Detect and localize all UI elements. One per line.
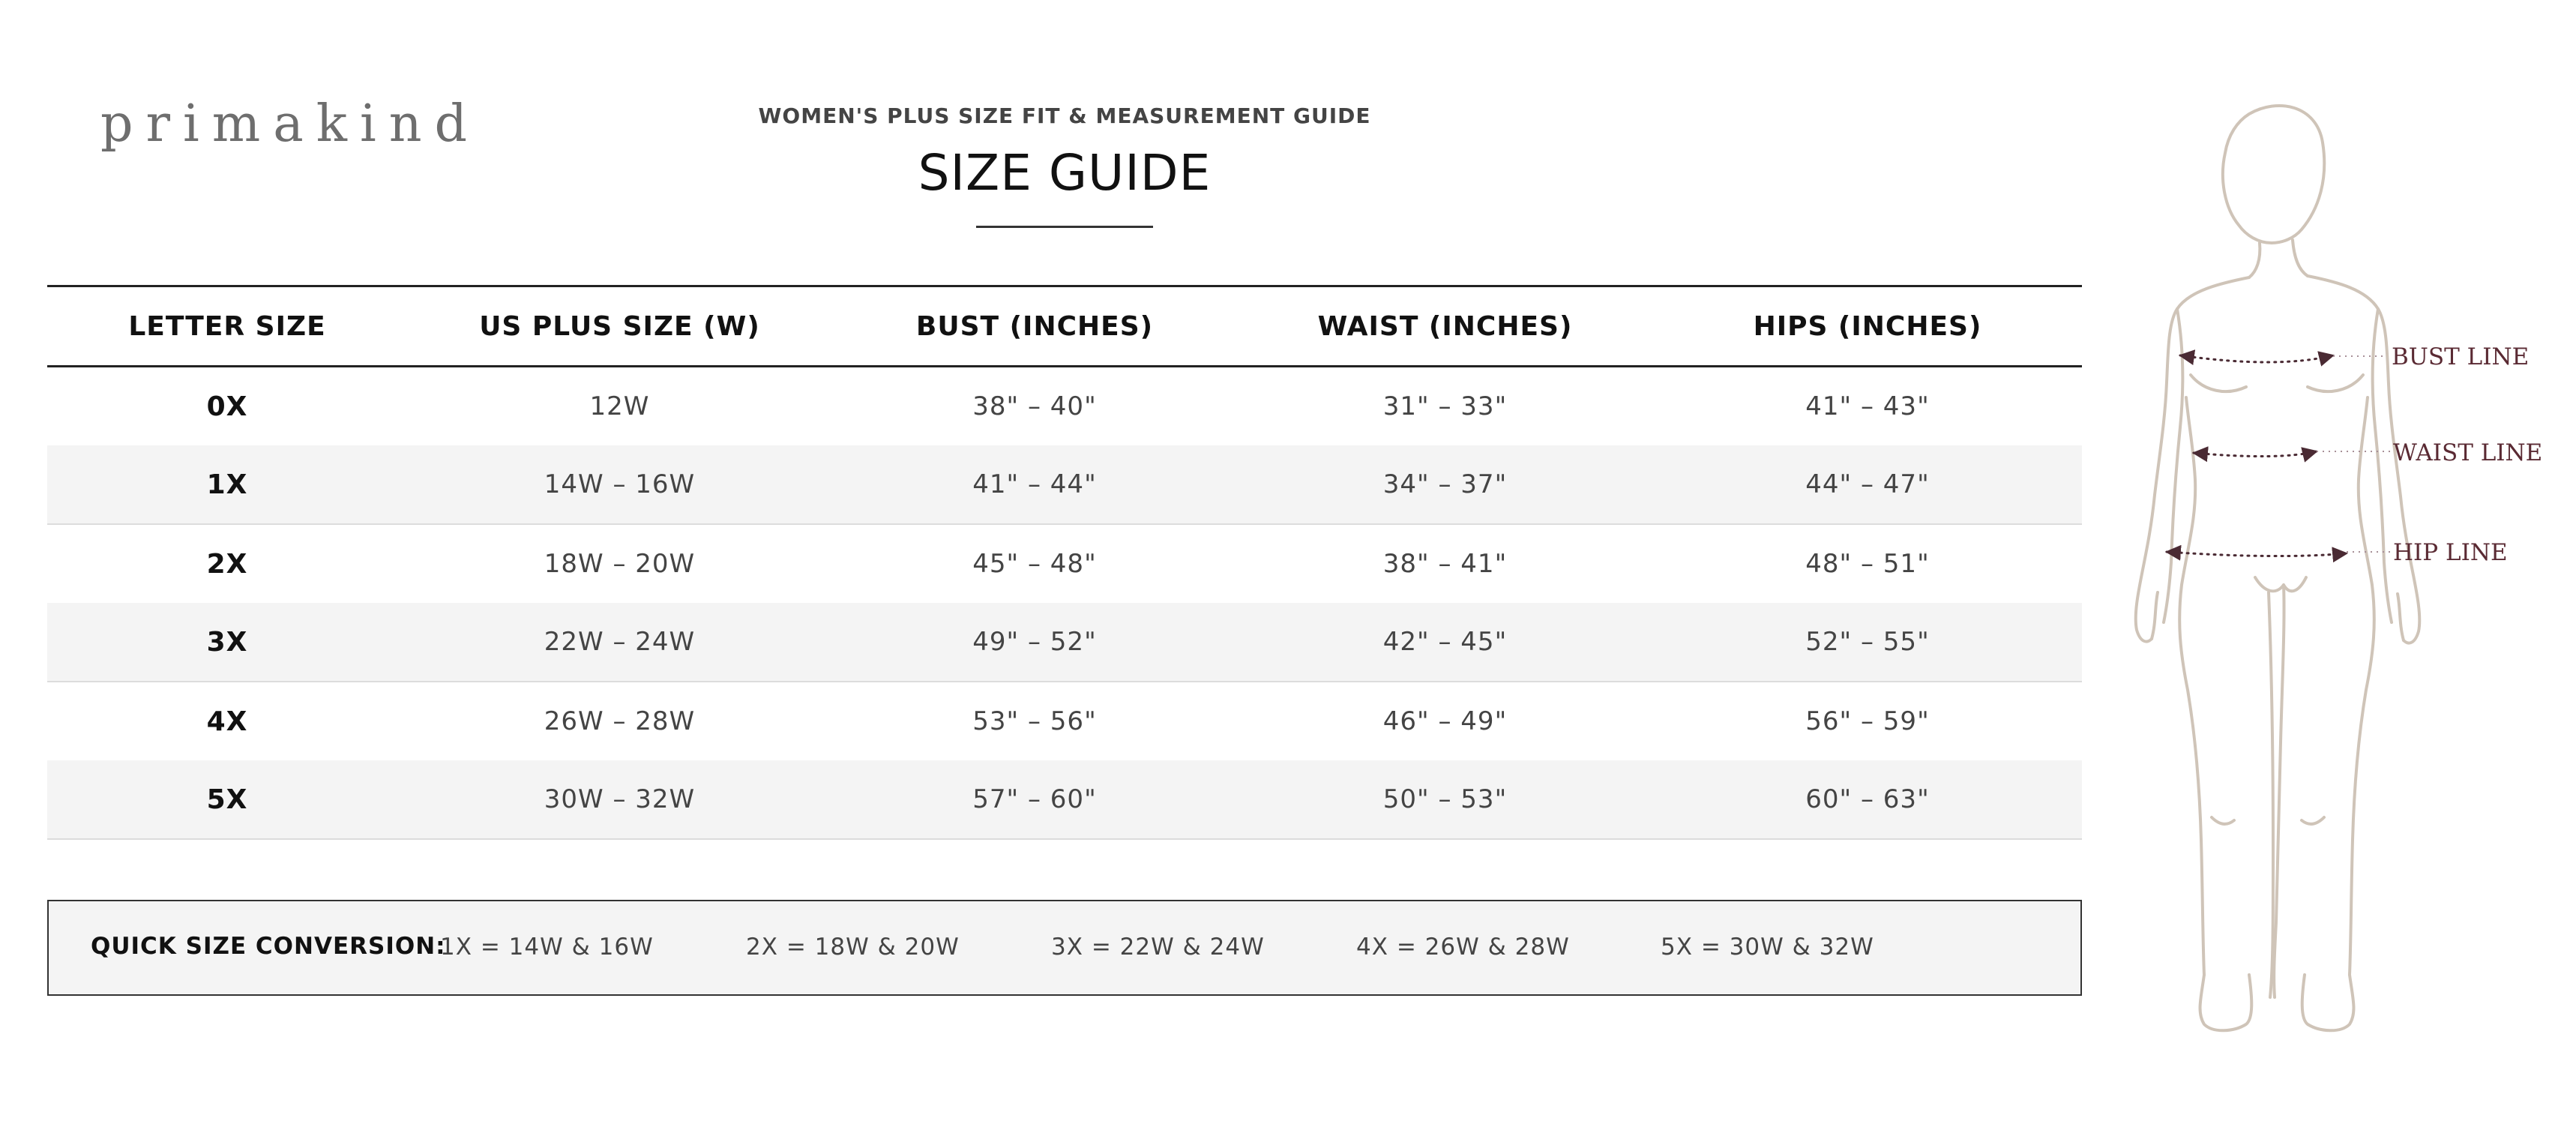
- quick-conversion-label: QUICK SIZE CONVERSION:: [91, 933, 446, 960]
- column-header-waist: WAIST (INCHES): [1237, 286, 1653, 367]
- cell-bust: 57" – 60": [832, 760, 1237, 839]
- cell-bust: 41" – 44": [832, 445, 1237, 524]
- quick-conversion-item: 5X = 30W & 32W: [1661, 934, 1874, 961]
- brand-logo: primakind: [100, 94, 481, 154]
- page-subtitle: WOMEN'S PLUS SIZE FIT & MEASUREMENT GUIDE: [758, 103, 1371, 128]
- table-row: [47, 682, 2082, 760]
- quick-conversion-item: 3X = 22W & 24W: [1051, 934, 1265, 961]
- waist-line-label: WAIST LINE: [2393, 439, 2543, 466]
- cell-letter-size: 1X: [47, 445, 407, 524]
- cell-waist: 31" – 33": [1382, 391, 1508, 421]
- cell-bust: 53" – 56": [972, 706, 1097, 736]
- cell-us-plus-size: 30W – 32W: [407, 760, 832, 839]
- label-leaders: [2317, 356, 2392, 552]
- table-row: [47, 760, 2082, 839]
- bust-line-label: BUST LINE: [2392, 343, 2530, 370]
- cell-us-plus-size: 12W: [589, 391, 650, 421]
- cell-waist: 50" – 53": [1237, 760, 1653, 839]
- quick-conversion-item: 1X = 14W & 16W: [440, 934, 654, 961]
- waist-line-arrow: [2194, 451, 2317, 457]
- hip-line-label: HIP LINE: [2393, 539, 2508, 566]
- cell-hips: 48" – 51": [1805, 549, 1930, 579]
- quick-conversion-item: 4X = 26W & 28W: [1356, 934, 1570, 961]
- cell-hips: 56" – 59": [1805, 706, 1930, 736]
- cell-letter-size: 0X: [206, 391, 248, 422]
- column-header-hips: HIPS (INCHES): [1653, 286, 2082, 367]
- column-header-bust: BUST (INCHES): [832, 286, 1237, 367]
- hip-line-arrow: [2167, 552, 2347, 556]
- cell-hips: 41" – 43": [1805, 391, 1930, 421]
- column-header-letter-size: LETTER SIZE: [47, 286, 407, 367]
- cell-letter-size: 3X: [47, 603, 407, 682]
- size-table: [47, 285, 2082, 840]
- table-row: [47, 524, 2082, 603]
- cell-waist: 46" – 49": [1382, 706, 1508, 736]
- cell-us-plus-size: 14W – 16W: [407, 445, 832, 524]
- cell-letter-size: 5X: [47, 760, 407, 839]
- cell-us-plus-size: 18W – 20W: [544, 549, 696, 579]
- body-measurement-figure: [2099, 97, 2576, 1042]
- cell-hips: 52" – 55": [1653, 603, 2082, 682]
- cell-hips: 60" – 63": [1653, 760, 2082, 839]
- cell-hips: 44" – 47": [1653, 445, 2082, 524]
- bust-line-arrow: [2180, 355, 2333, 362]
- quick-conversion-item: 2X = 18W & 20W: [746, 934, 960, 961]
- cell-bust: 49" – 52": [832, 603, 1237, 682]
- table-header-row: [47, 286, 2082, 367]
- body-silhouette-icon: [2136, 106, 2420, 1030]
- cell-waist: 42" – 45": [1237, 603, 1653, 682]
- cell-letter-size: 4X: [206, 706, 248, 737]
- cell-waist: 34" – 37": [1237, 445, 1653, 524]
- cell-us-plus-size: 26W – 28W: [544, 706, 696, 736]
- column-header-us-plus-size: US PLUS SIZE (W): [407, 286, 832, 367]
- cell-us-plus-size: 22W – 24W: [407, 603, 832, 682]
- page-title: SIZE GUIDE: [918, 144, 1212, 202]
- table-row: [47, 445, 2082, 524]
- cell-waist: 38" – 41": [1382, 549, 1508, 579]
- cell-bust: 45" – 48": [972, 549, 1097, 579]
- cell-letter-size: 2X: [206, 548, 248, 580]
- quick-size-conversion: [47, 900, 2082, 996]
- title-underline: [976, 226, 1153, 228]
- table-row: [47, 603, 2082, 682]
- table-row: [47, 367, 2082, 446]
- cell-bust: 38" – 40": [972, 391, 1097, 421]
